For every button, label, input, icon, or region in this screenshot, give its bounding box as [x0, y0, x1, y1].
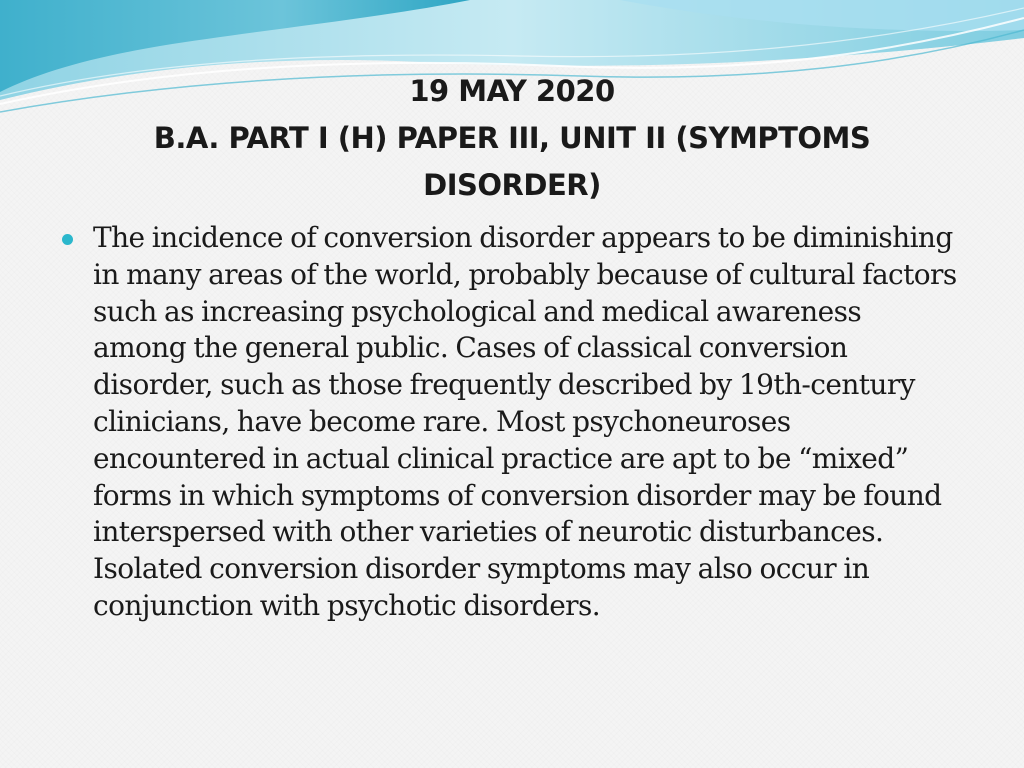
bullet-dot-icon: [62, 234, 73, 245]
bullet-text: The incidence of conversion disorder appears to be diminishing in many areas of the world, probably because of cultural factors such as increasing psychological and medical awareness among the general public. Cases of classical conversion disorder, such as those frequently described by 19th-century clinicians, have become rare. Most psychoneuroses encountered in actual clinical practice are apt to be “mixed” forms in which symptoms of conversion disorder may be found interspersed with other varieties of neurotic disturbances. Isolated conversion disorder symptoms may also occur in conjunction with psychotic disorders.: [93, 221, 957, 622]
title-line-topic: DISORDER): [423, 168, 601, 202]
slide-title: [100, 68, 924, 209]
slide-content: [60, 220, 960, 625]
title-line-course: B.A. PART I (H) PAPER III, UNIT II (SYMPTOMS: [153, 121, 871, 155]
bullet-item: [60, 220, 960, 625]
title-line-date: 19 MAY 2020: [409, 74, 615, 108]
